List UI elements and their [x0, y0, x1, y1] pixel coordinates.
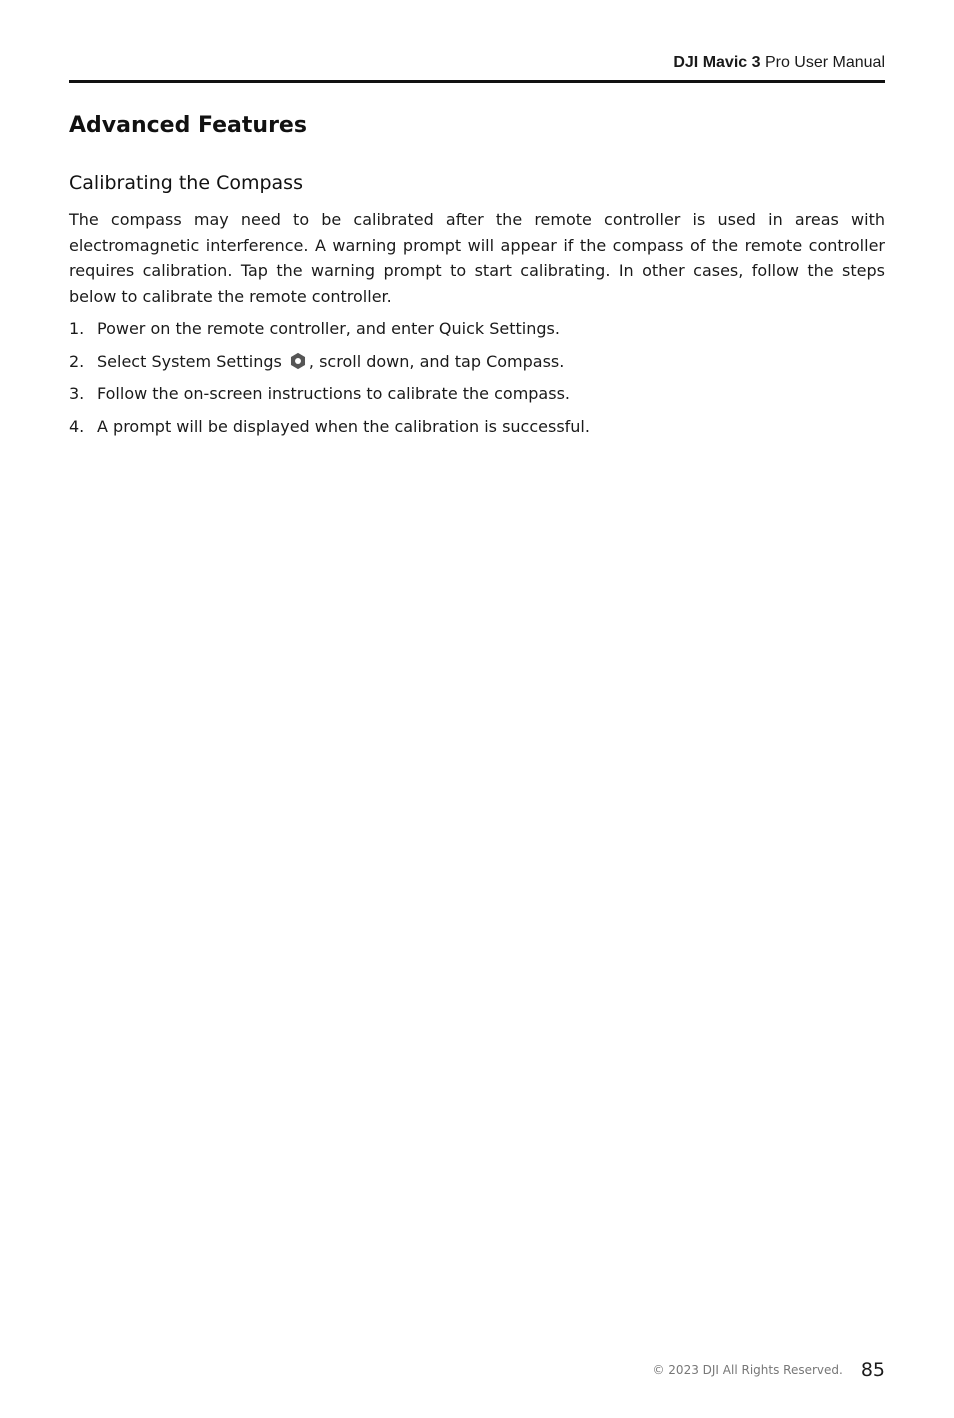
running-header	[673, 54, 885, 72]
section-title: Advanced Features	[69, 113, 307, 138]
header-brand: DJI Mavic 3	[673, 54, 761, 71]
step-text: Follow the on-screen instructions to calibrate the compass.	[97, 384, 570, 404]
list-item	[69, 316, 885, 349]
step-text-after: , scroll down, and tap Compass.	[308, 351, 565, 371]
step-number: 4.	[69, 416, 85, 436]
list-item	[69, 414, 885, 447]
step-number: 1.	[69, 319, 85, 338]
step-number: 2.	[69, 351, 85, 371]
steps-list	[69, 316, 885, 446]
page-number: 85	[860, 1359, 885, 1381]
step-text-before: Select System Settings	[97, 351, 282, 371]
list-item	[69, 381, 885, 414]
intro-paragraph: The compass may need to be calibrated after the remote controller is used in areas with electromagnetic interference. A warning prompt will appear if the compass of the remote controller requires calibration. Tap the warning prompt to start calibrating. In other cases, follow the steps below to calibrate the remote controller.	[69, 210, 885, 307]
list-item	[69, 349, 885, 382]
manual-page	[69, 0, 885, 1418]
step-text: Power on the remote controller, and enter Quick Settings.	[97, 319, 560, 338]
header-rule	[69, 80, 885, 83]
header-manual-title: Pro User Manual	[760, 54, 885, 71]
subsection-title: Calibrating the Compass	[69, 172, 303, 194]
copyright-notice: © 2023 DJI All Rights Reserved.	[652, 1363, 843, 1377]
page-footer	[652, 1359, 885, 1381]
step-text: A prompt will be displayed when the calibration is successful.	[97, 416, 590, 436]
step-number: 3.	[69, 384, 85, 404]
gear-icon	[289, 352, 307, 370]
